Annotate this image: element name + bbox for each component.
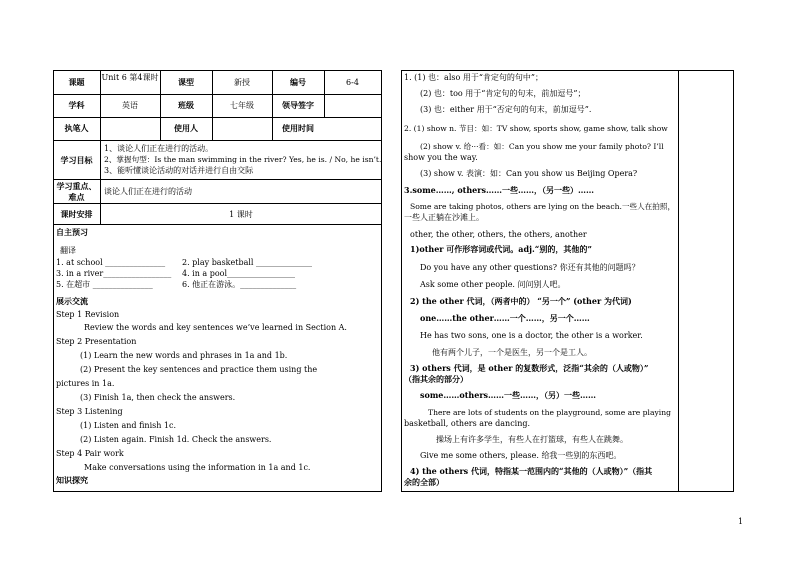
note-others-def-cont: （指其余的部分）: [404, 374, 468, 384]
step-2-item-2-cont: pictures in 1a.: [56, 379, 115, 388]
label-goals: 学习目标: [60, 155, 93, 165]
step-4: Step 4 Pair work: [56, 449, 124, 458]
preview-item-3: 3. in a river_________________: [56, 269, 172, 278]
label-time: 课时安排: [60, 209, 93, 219]
step-2-item-3: (3) Finish 1a, then check the answers.: [80, 393, 236, 402]
knowledge-title: 知识探究: [56, 475, 88, 485]
note-also: 1. (1) 也：also 用于“肯定句的句中”；: [404, 73, 544, 82]
note-either: (3) 也：either 用于“否定句的句末，前加逗号”.: [420, 105, 592, 114]
step-1: Step 1 Revision: [56, 310, 120, 319]
note-show-verb-2: (3) show v. 表演：如：Can you show us Beijing Opera?: [420, 169, 638, 178]
label-number: 编号: [290, 77, 306, 87]
note-the-others-def: 4) the others 代词，特指某一范围内的“其他的（人或物）”（指其: [410, 466, 653, 476]
goal-3: 3、能听懂谈论活动的对话并进行自由交际: [104, 166, 254, 175]
value-class: 七年级: [230, 101, 254, 110]
note-show-verb-1-cont: show you the way.: [404, 153, 478, 162]
note-other-def: 1)other 可作形容词或代词。adj.“别的，其他的”: [410, 244, 592, 254]
note-other-ex-2: Ask some other people. 问问别人吧。: [420, 280, 566, 289]
note-too: (2) 也：too 用于“肯定句的句末，前加逗号”；: [420, 89, 586, 98]
step-3-item-2: (2) Listen again. Finish 1d. Check the answers.: [80, 435, 272, 444]
label-key-points: 学习重点、难点: [56, 181, 97, 202]
preview-item-1: 1. at school _______________: [56, 258, 166, 267]
label-class: 班级: [178, 100, 194, 110]
step-3-item-1: (1) Listen and finish 1c.: [80, 421, 177, 430]
note-the-other-ex: He has two sons, one is a doctor, the other is a worker.: [420, 331, 643, 340]
preview-item-4: 4. in a pool_________________: [182, 269, 296, 278]
note-others-ex: There are lots of students on the playground, some are playing: [428, 408, 671, 417]
step-3: Step 3 Listening: [56, 407, 123, 416]
page-number: 1: [738, 517, 744, 526]
value-topic: Unit 6 第4课时: [101, 73, 159, 82]
note-others-ex-cont: basketball, others are dancing.: [404, 419, 531, 428]
step-2-item-1: (1) Learn the new words and phrases in 1a and 1b.: [80, 351, 288, 360]
preview-item-2: 2. play basketball ______________: [182, 258, 313, 267]
label-subject: 学科: [68, 100, 85, 110]
value-number: 6-4: [346, 78, 359, 87]
value-lesson-type: 新授: [234, 78, 250, 87]
step-4-desc: Make conversations using the information in 1a and 1c.: [84, 463, 311, 472]
preview-title: 自主预习: [56, 227, 88, 237]
note-word-list: other, the other, others, the others, another: [410, 230, 587, 239]
note-the-other-ex-cn: 他有两个儿子，一个是医生，另一个是工人。: [432, 348, 592, 357]
value-subject: 英语: [122, 101, 138, 110]
note-show-verb-1: (2) show v. 给···看：如：Can you show me your family photo? I’ll: [420, 142, 664, 151]
label-author: 执笔人: [64, 123, 89, 133]
label-topic: 课题: [68, 77, 85, 87]
note-the-other-def: 2) the other 代词，（两者中的） “另一个” (other 为代词): [410, 296, 632, 306]
label-lesson-type: 课型: [178, 77, 194, 87]
note-the-others-def-cont: 余的全部）: [404, 477, 444, 487]
label-user: 使用人: [174, 123, 198, 133]
note-show-noun: 2. (1) show n. 节目：如：TV show, sports show, game show, talk show: [404, 124, 668, 133]
note-others-ex-cn: 操场上有许多学生，有些人在打篮球，有些人在跳舞。: [436, 435, 628, 444]
preview-item-6: 6. 他正在游泳。______________: [182, 280, 297, 289]
step-1-desc: Review the words and key sentences we’ve learned in Section A.: [84, 323, 347, 332]
goal-2: 2、掌握句型：Is the man swimming in the river? Yes, he is. / No, he isn’t.: [104, 155, 382, 164]
note-one-the-other: one……the other……一个……，另一个……: [420, 313, 590, 323]
note-some-others: 3.some……, others……一些……，（另一些）……: [404, 185, 594, 195]
preview-sub: 翻译: [60, 246, 76, 255]
value-key-points: 谈论人们正在进行的活动: [104, 187, 192, 196]
show-title: 展示交流: [56, 296, 88, 306]
note-others-def: 3) others 代词，是 other 的复数形式，泛指“其余的（人或物）”: [410, 363, 649, 373]
value-time: 1 课时: [229, 210, 253, 219]
note-others-ex-2: Give me some others, please. 给我一些别的东西吧。: [420, 451, 622, 460]
note-example-1-cn: 一些人正躺在沙滩上。: [404, 213, 484, 222]
label-leader-sign: 领导签字: [282, 100, 314, 110]
step-2-item-2: (2) Present the key sentences and practice them using the: [80, 365, 318, 374]
label-use-time: 使用时间: [282, 123, 314, 133]
note-example-1: Some are taking photos, others are lying on the beach.一些人在拍照，: [410, 202, 676, 211]
preview-item-5: 5. 在超市 _______________: [56, 280, 153, 289]
note-other-ex-1: Do you have any other questions? 你还有其他的问题吗？: [420, 263, 640, 272]
note-some-others-pattern: some……others……一些……，（另）一些……: [420, 390, 597, 400]
step-2: Step 2 Presentation: [56, 337, 137, 346]
goal-1: 1、谈论人们正在进行的活动。: [104, 144, 214, 153]
